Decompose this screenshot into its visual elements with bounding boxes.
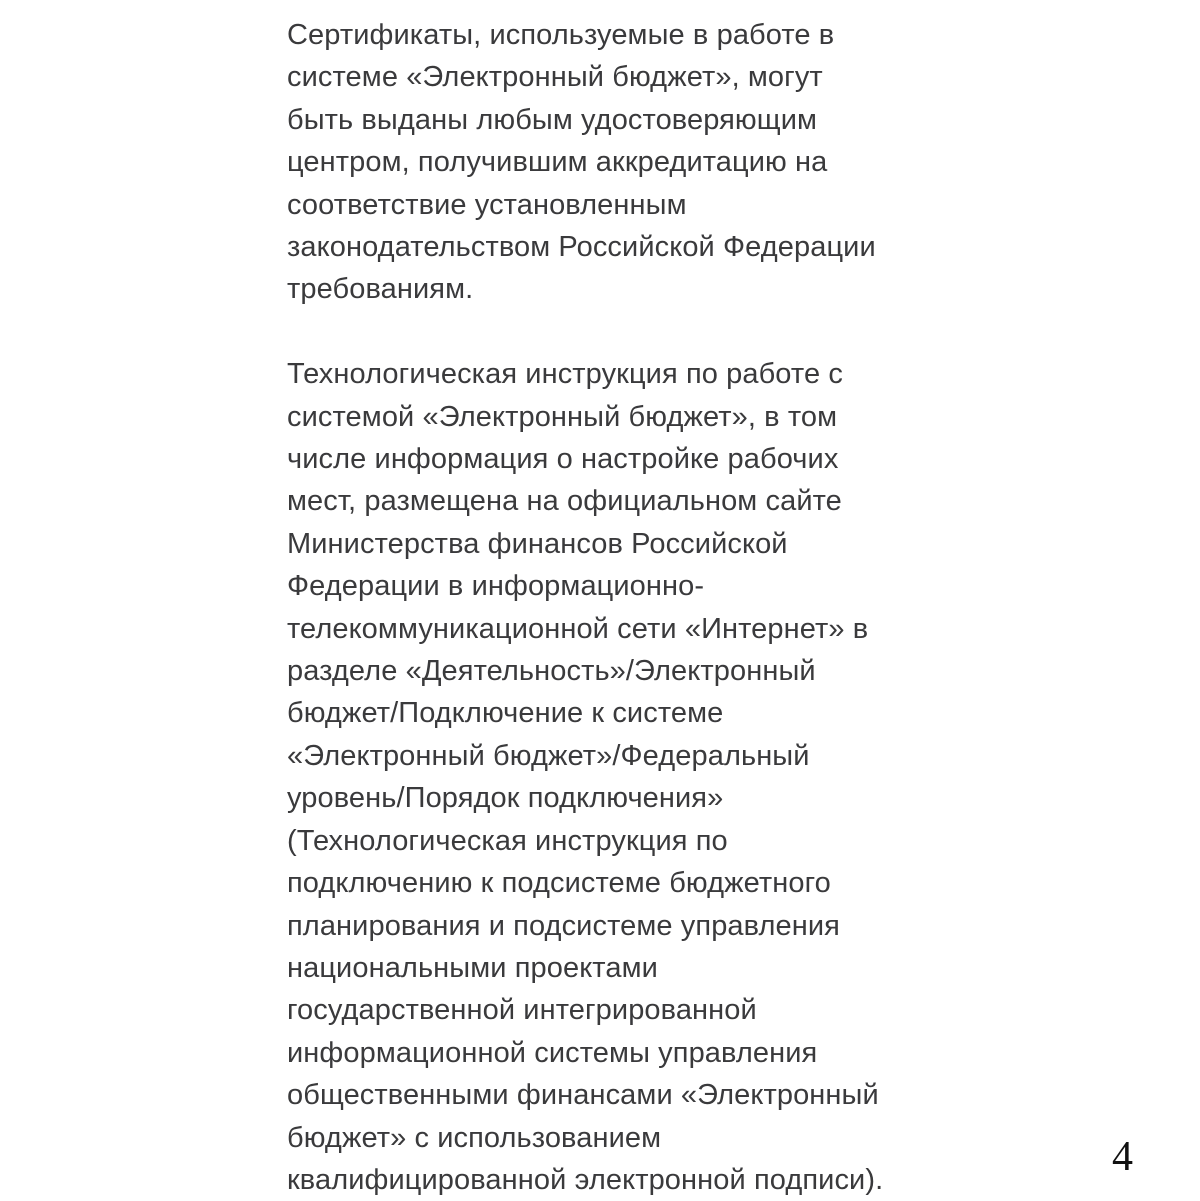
text-line: системой «Электронный бюджет», в том: [287, 400, 838, 433]
text-line: бюджет/Подключение к системе: [287, 697, 724, 730]
text-line: подключению к подсистеме бюджетного: [287, 867, 831, 900]
text-line: Сертификаты, используемые в работе в: [287, 19, 835, 51]
text-line: Федерации в информационно-: [287, 570, 705, 603]
paragraph-certificates: [287, 14, 927, 311]
page-number: 4: [1112, 1134, 1133, 1180]
text-line: Министерства финансов Российской: [287, 527, 788, 560]
text-line: общественными финансами «Электронный: [287, 1079, 879, 1112]
text-line: системе «Электронный бюджет», могут: [287, 61, 823, 94]
text-line: быть выданы любым удостоверяющим: [287, 103, 818, 136]
text-line: числе информация о настройке рабочих: [287, 443, 839, 476]
text-line: планирования и подсистеме управления: [287, 909, 840, 942]
text-line: Технологическая инструкция по работе с: [287, 358, 843, 391]
text-line: бюджет» с использованием: [287, 1121, 662, 1154]
paragraph-instruction: [287, 353, 927, 1201]
text-line: мест, размещена на официальном сайте: [287, 485, 842, 518]
text-line: законодательством Российской Федерации: [287, 231, 876, 264]
text-line: разделе «Деятельность»/Электронный: [287, 655, 816, 688]
text-line: соответствие установленным: [287, 188, 687, 221]
text-line: «Электронный бюджет»/Федеральный: [287, 739, 810, 772]
text-line: национальными проектами: [287, 951, 658, 984]
text-line: государственной интегрированной: [287, 994, 757, 1027]
text-line: (Технологическая инструкция по: [287, 824, 728, 857]
text-line: квалифицированной электронной подписи).: [287, 1163, 884, 1196]
text-line: информационной системы управления: [287, 1036, 818, 1069]
text-line: телекоммуникационной сети «Интернет» в: [287, 612, 869, 645]
paragraph-spacer: [287, 311, 927, 353]
text-line: требованиям.: [287, 273, 474, 306]
text-line: уровень/Порядок подключения»: [287, 782, 724, 815]
text-column: [287, 14, 927, 1201]
text-line: центром, получившим аккредитацию на: [287, 146, 828, 179]
